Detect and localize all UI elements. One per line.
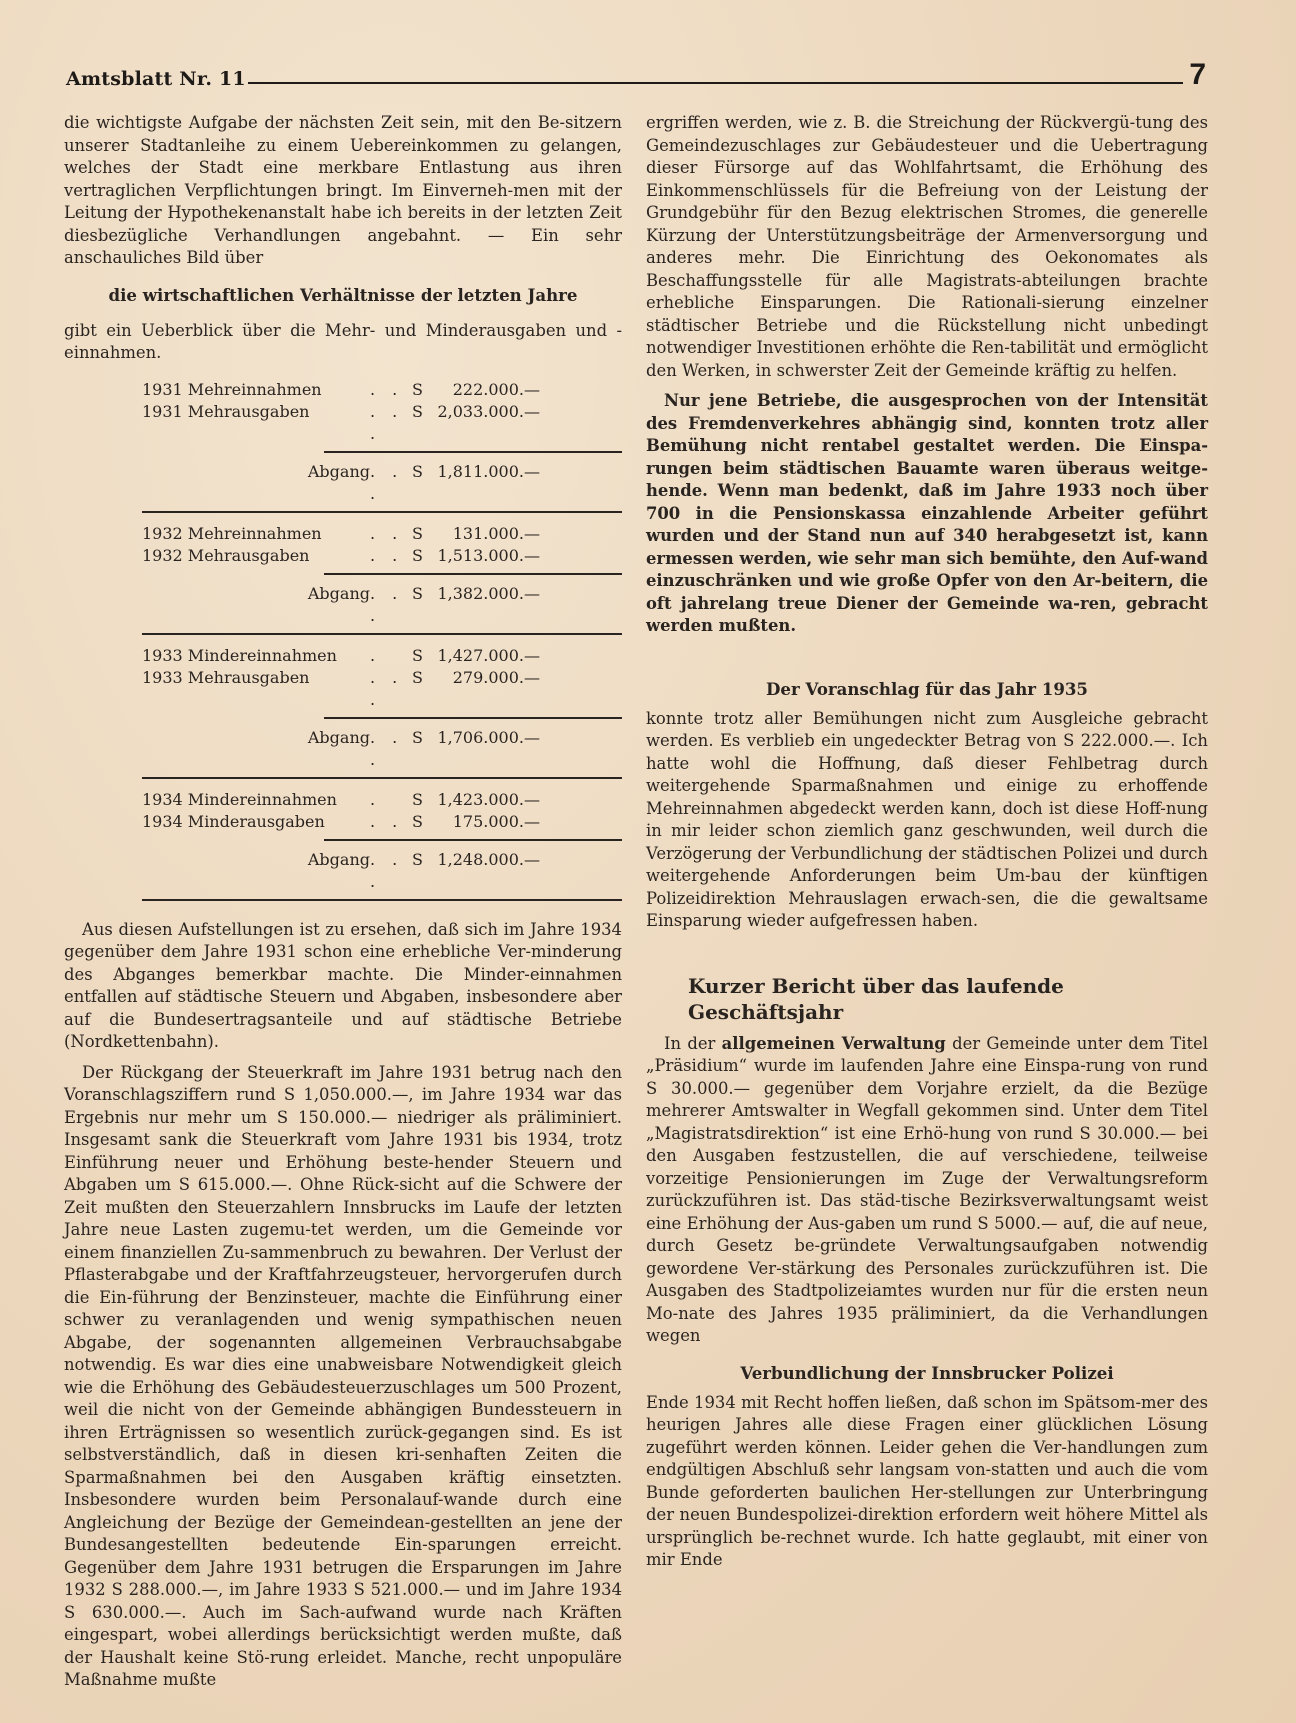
section-heading-economic-conditions: die wirtschaftlichen Verhältnisse der letzten Jahre (108, 284, 578, 305)
ledger-table (142, 379, 622, 901)
ledger-label: 1932 Mehrausgaben (142, 545, 310, 565)
ledger-amount: 131.000.— (452, 523, 540, 543)
paragraph: konnte trotz aller Bemühungen nicht zum Ausgleiche gebracht werden. Es verblieb ein ungedeckter Betrag von S 222.000.—. Ich hatte wohl die Hoffnung, daß dieser Fehlbetrag durch weitergehende Sparmaßnahmen und einige zu erhoffende Mehreinnahmen abgedeckt werden kann, doch ist diese Hoff-nung in mir leider schon ziemlich ganz geschwunden, weil durch die Verzögerung der Verbundlichung der städtischen Polizei und durch weitergehende Anforderungen beim Um-bau der künftigen Polizeidirektion Mehrauslagen erwach-sen, die die gewaltsame Einsparung wieder aufgefressen haben. (646, 708, 1208, 930)
ledger-dots: . . . (370, 461, 404, 503)
ledger-row (142, 811, 622, 833)
ledger-currency: S (412, 583, 423, 603)
ledger-dots: . . . (370, 727, 404, 769)
paragraph-bold: Nur jene Betriebe, die ausgesprochen von der Intensität des Fremdenverkehres abhängig sind, konnten trotz aller Bemühung nicht rentabel gestaltet werden. Die Einspa-rungen beim städtischen Bauamte waren überaus weitge-hende. Wenn man bedenkt, daß im Jahre 1933 noch über 700 in die Pensionskassa einzahlende Arbeiter geführt wurden und der Stand nun auf 340 herabgesetzt ist, kann ermessen werden, wie sehr man sich bemühte, den Auf-wand einzuschränken und wie große Opfer von den Ar-beitern, die oft jahrelang treue Diener der Gemeinde wa-ren, gebracht werden mußten. (646, 391, 1208, 635)
total-rule (142, 511, 622, 513)
text: der Gemeinde unter dem Titel „Präsidium“ wurde im laufenden Jahre eine Einspa-rung von rund S 30.000.— gegenüber dem Vorjahre erzielt, da die Bezüge mehrerer Amtswalter in Wegfall gekommen sind. Unter dem Titel „Magistratsdirektion“ ist eine Erhö-hung von rund S 30.000.— bei den Ausgaben festzustellen, die auf verschiedene, teilweise vorzeitige Pensionierungen im Zuge der Verwaltungsreform zurückzuführen ist. Das städ-tische Bezirksverwaltungsamt weist eine Erhöhung der Aus-gaben um rund S 5000.— auf, die auf neue, durch Gesetz be-gründete Verwaltungsaufgaben notwendig gewordene Ver-stärkung des Personales zurückzuführen ist. Die Ausgaben des Stadtpolizeiamtes wurden nur für die ersten neun Mo-nate des Jahres 1935 präliminiert, da die Verhandlungen wegen (646, 1033, 1208, 1345)
paragraph: Ende 1934 mit Recht hoffen ließen, daß schon im Spätsom-mer des heurigen Jahres alle diese Fragen einer glücklichen Lösung zugeführt werden können. Leider gehen die Ver-handlungen zum endgültigen Abschluß sehr langsam von-statten und auch die vom Bunde geforderten baulichen Her-stellungen zur Unterbringung der neuen Bundespolizei-direktion erfordern weit höhere Mittel als ursprünglich be-rechnet wurde. Ich hatte geglaubt, mit einer von mir Ende (646, 1392, 1208, 1569)
ledger-total-amount: 1,811.000.— (437, 461, 540, 481)
ledger-row (142, 379, 622, 401)
paragraph (646, 1033, 1208, 1348)
right-column (646, 112, 1208, 1572)
ledger-dots: . (370, 645, 382, 665)
ledger-row (142, 545, 622, 567)
paragraph: die wichtigste Aufgabe der nächsten Zeit sein, mit den Be-sitzern unserer Stadtanleihe zu einem Uebereinkommen zu gelangen, welches der Stadt eine merkbare Entlastung aus ihren vertraglichen Verpflichtungen bringt. Im Einverneh-men mit der Leitung der Hypothekenanstalt habe ich bereits in der letzten Zeit diesbezügliche Verhandlungen angebahnt. — Ein sehr anschauliches Bild über (64, 113, 622, 267)
paragraph: ergriffen werden, wie z. B. die Streichung der Rückvergü-tung des Gemeindezuschlages zur Gebäudesteuer und die Uebertragung dieser Fürsorge auf das Wohlfahrtsamt, die Erhöhung des Einkommenschlüssels für die Befreiung von der Leistung der Grundgebühr für den Bezug elektrischen Stromes, die generelle Kürzung der Unterstützungsbeiträge der Armenversorgung und anderes mehr. Die Einrichtung des Oekonomates als Beschaffungsstelle für alle Magistrats-abteilungen brachte erhebliche Einsparungen. Die Rationali-sierung einzelner städtischer Betriebe und die Rückstellung nicht unbedingt notwendiger Investitionen erhöhte die Ren-tabilität und ermöglicht den Werken, in schwerster Zeit der Gemeinde kräftig zu helfen. (646, 113, 1208, 380)
ledger-currency: S (412, 727, 423, 747)
ledger-row (142, 645, 622, 667)
ledger-label: 1934 Mindereinnahmen (142, 789, 337, 809)
ledger-label: 1932 Mehreinnahmen (142, 523, 322, 543)
ledger-currency: S (412, 849, 423, 869)
ledger-amount: 279.000.— (452, 667, 540, 687)
ledger-currency: S (412, 811, 423, 831)
ledger-label: 1933 Mehrausgaben (142, 667, 310, 687)
page-number: 7 (1189, 58, 1206, 91)
ledger-dots: . . (370, 545, 404, 565)
paragraph: Der Rückgang der Steuerkraft im Jahre 1931 betrug nach den Voranschlagsziffern rund S 1,050.000.—, im Jahre 1934 war das Ergebnis nur mehr um S 150.000.— niedriger als präliminiert. Insgesamt sank die Steuerkraft vom Jahre 1931 bis 1934, trotz Einführung neuer und Erhöhung beste-hender Steuern und Abgaben um S 615.000.—. Ohne Rück-sicht auf die Schwere der Zeit mußten den Steuerzahlern Innsbrucks im Laufe der letzten Jahre neue Lasten zugemu-tet werden, um die Gemeinde vor einem finanziellen Zu-sammenbruch zu bewahren. Der Verlust der Pflasterabgabe und der Kraftfahrzeugsteuer, hervorgerufen durch die Ein-führung der Benzinsteuer, machte die Einführung einer schwer zu veranlagenden und wenig sympathischen neuen Abgabe, der sogenannten allgemeinen Verbrauchsabgabe notwendig. Es war dies eine unabweisbare Notwendigkeit gleich wie die Erhöhung des Gebäudesteuerzuschlages um 500 Prozent, weil die nicht von der Gemeinde abhängigen Bundessteuern in ihren Erträgnissen so wesentlich zurück-gegangen sind. Es ist selbstverständlich, daß in diesen kri-senhaften Zeiten die Sparmaßnahmen bei den Ausgaben kräftig einsetzten. Insbesondere wurden beim Personalauf-wande durch eine Angleichung der Bezüge der Gemeindean-gestellten an jene der Bundesangestellten bedeutende Ein-sparungen erreicht. Gegenüber dem Jahre 1931 betrugen die Ersparungen im Jahre 1932 S 288.000.—, im Jahre 1933 S 521.000.— und im Jahre 1934 S 630.000.—. Auch im Sach-aufwand wurde nach Kräften eingespart, wobei allerdings berücksichtigt werden mußte, daß der Haushalt keine Stö-rung erleidet. Manche, recht unpopuläre Maßnahme mußte (64, 1062, 622, 1689)
ledger-total-label: Abgang (307, 727, 370, 747)
ledger-currency: S (412, 667, 423, 687)
ledger-dots: . . (370, 523, 404, 543)
ledger-currency: S (412, 401, 423, 421)
total-rule (142, 899, 622, 901)
ledger-currency: S (412, 523, 423, 543)
ledger-total-amount: 1,248.000.— (437, 849, 540, 869)
ledger-dots: . (370, 789, 382, 809)
ledger-row (142, 523, 622, 545)
ledger-dots: . . . (370, 849, 404, 891)
ledger-total-amount: 1,706.000.— (437, 727, 540, 747)
ledger-total-row (142, 461, 622, 505)
ledger-label: 1933 Mindereinnahmen (142, 645, 337, 665)
section-heading-police-federalization: Verbundlichung der Innsbrucker Polizei (740, 1362, 1114, 1383)
ledger-label: 1931 Mehrausgaben (142, 401, 310, 421)
ledger-row (142, 789, 622, 811)
ledger-total-label: Abgang (307, 583, 370, 603)
subtotal-rule (324, 573, 622, 575)
ledger-total-row (142, 849, 622, 893)
section-heading-budget-1935: Der Voranschlag für das Jahr 1935 (766, 678, 1088, 699)
ledger-currency: S (412, 645, 423, 665)
total-rule (142, 633, 622, 635)
ledger-dots: . . . (370, 583, 404, 625)
subtotal-rule (324, 717, 622, 719)
ledger-amount: 1,427.000.— (437, 645, 540, 665)
ledger-amount: 175.000.— (452, 811, 540, 831)
header-rule (248, 82, 1184, 84)
ledger-dots: . . (370, 811, 404, 831)
total-rule (142, 777, 622, 779)
ledger-total-label: Abgang (307, 461, 370, 481)
ledger-total-amount: 1,382.000.— (437, 583, 540, 603)
paragraph: Aus diesen Aufstellungen ist zu ersehen, daß sich im Jahre 1934 gegenüber dem Jahre 1931 schon eine erhebliche Ver-minderung des Abganges bemerkbar machte. Die Minder-einnahmen entfallen auf städtische Steuern und Abgaben, insbesondere aber auf die Bundesertragsanteile und auf städtische Betriebe (Nordkettenbahn). (64, 919, 622, 1051)
ledger-total-row (142, 583, 622, 627)
ledger-label: 1934 Minderausgaben (142, 811, 325, 831)
emphasis-general-administration: allgemeinen Verwaltung (721, 1033, 946, 1053)
text: In der (664, 1033, 722, 1053)
ledger-currency: S (412, 379, 423, 399)
publication-title: Amtsblatt Nr. 11 (66, 68, 246, 90)
left-column (64, 112, 622, 1692)
ledger-row (142, 401, 622, 445)
page-header (66, 56, 1206, 90)
ledger-currency: S (412, 461, 423, 481)
ledger-dots: . . . (370, 667, 404, 709)
section-heading-business-year-report: Kurzer Bericht über das laufende Geschäftsjahr (688, 973, 1064, 1024)
ledger-label: 1931 Mehreinnahmen (142, 379, 322, 399)
ledger-total-label: Abgang (307, 849, 370, 869)
ledger-amount: 2,033.000.— (437, 401, 540, 421)
subtotal-rule (324, 839, 622, 841)
ledger-currency: S (412, 545, 423, 565)
ledger-amount: 1,423.000.— (437, 789, 540, 809)
ledger-total-row (142, 727, 622, 771)
ledger-amount: 222.000.— (452, 379, 540, 399)
ledger-amount: 1,513.000.— (437, 545, 540, 565)
ledger-row (142, 667, 622, 711)
ledger-currency: S (412, 789, 423, 809)
ledger-dots: . . (370, 379, 404, 399)
subtotal-rule (324, 451, 622, 453)
paragraph: gibt ein Ueberblick über die Mehr- und Minderausgaben und -einnahmen. (64, 320, 622, 362)
ledger-dots: . . . (370, 401, 404, 443)
